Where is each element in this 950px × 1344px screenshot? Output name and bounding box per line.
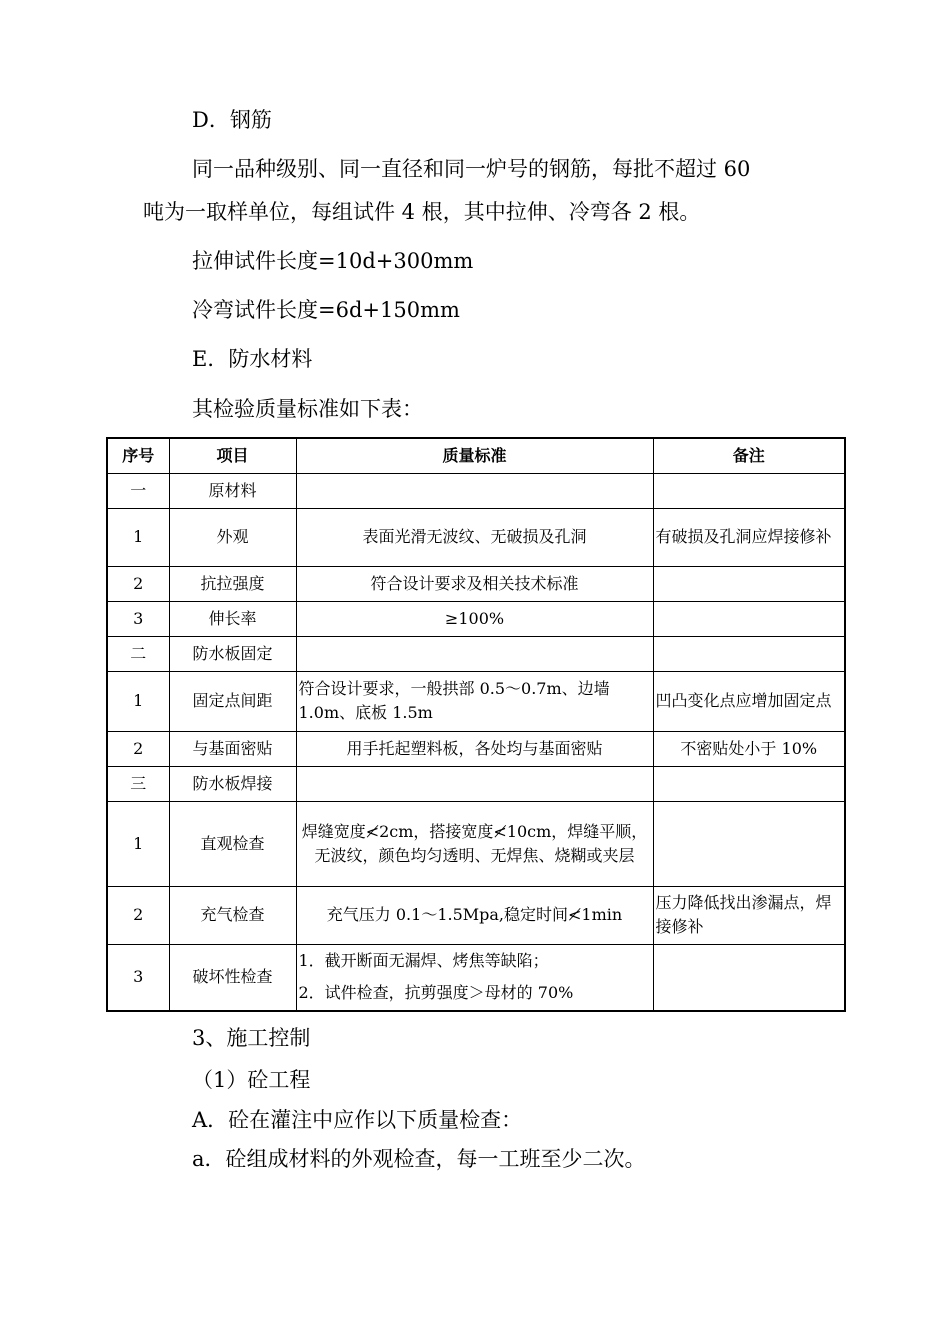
cell-note [653,566,845,601]
table-row [107,944,845,1011]
cell-no: 二 [107,636,169,671]
heading-waterproof: E．防水材料 [192,347,313,371]
heading-construction-control: 3、施工控制 [192,1026,311,1050]
heading-steel: D．钢筋 [192,108,272,132]
cell-note: 凹凸变化点应增加固定点 [653,671,845,731]
cell-standard: 用手托起塑料板，各处均与基面密贴 [296,731,653,766]
cell-standard [296,636,653,671]
paragraph-table-intro: 其检验质量标准如下表： [192,397,423,421]
cell-no: 3 [107,601,169,636]
paragraph-steel-sampling-line1: 同一品种级别、同一直径和同一炉号的钢筋，每批不超过 60 [192,157,751,181]
cell-note: 压力降低找出渗漏点，焊接修补 [653,886,845,944]
standard-line-2: 2．试件检查，抗剪强度＞母材的 70% [298,983,574,1003]
cell-no: 3 [107,944,169,1011]
paragraph-concrete-checks: A．砼在灌注中应作以下质量检查： [192,1108,523,1132]
cell-no: 1 [107,671,169,731]
cell-standard: 焊缝宽度≮2cm，搭接宽度≮10cm，焊缝平顺，无波纹，颜色均匀透明、无焊焦、烧糊或夹层 [296,801,653,886]
cell-standard [296,473,653,508]
heading-concrete-works: （1）砼工程 [192,1068,311,1092]
table-row [107,801,845,886]
header-no: 序号 [107,438,169,473]
cell-standard [296,766,653,801]
cell-no: 一 [107,473,169,508]
cell-no: 2 [107,731,169,766]
cell-item: 直观检查 [169,801,296,886]
table-row [107,671,845,731]
header-standard: 质量标准 [296,438,653,473]
cell-item: 抗拉强度 [169,566,296,601]
cell-standard: ≥100% [296,601,653,636]
table-row [107,731,845,766]
table-row [107,766,845,801]
cell-note [653,636,845,671]
table-header-row [107,438,845,473]
cell-item: 破坏性检查 [169,944,296,1011]
cell-standard: 表面光滑无波纹、无破损及孔洞 [296,508,653,566]
cell-item: 与基面密贴 [169,731,296,766]
paragraph-tensile-length: 拉伸试件长度=10d+300mm [192,249,474,273]
cell-item: 外观 [169,508,296,566]
cell-note [653,944,845,1011]
paragraph-steel-sampling-line2: 吨为一取样单位，每组试件 4 根，其中拉伸、冷弯各 2 根。 [143,200,701,224]
header-item: 项目 [169,438,296,473]
cell-standard [296,944,653,1011]
table-row [107,886,845,944]
header-note: 备注 [653,438,845,473]
cell-no: 三 [107,766,169,801]
cell-item: 原材料 [169,473,296,508]
paragraph-bend-length: 冷弯试件长度=6d+150mm [192,298,460,322]
cell-no: 1 [107,508,169,566]
quality-standard-table [106,437,846,1012]
cell-note: 有破损及孔洞应焊接修补 [653,508,845,566]
table-row [107,508,845,566]
cell-no: 2 [107,566,169,601]
cell-note [653,766,845,801]
table-row [107,566,845,601]
cell-item: 固定点间距 [169,671,296,731]
cell-note [653,801,845,886]
cell-item: 充气检查 [169,886,296,944]
table-row [107,473,845,508]
cell-note [653,473,845,508]
cell-item: 伸长率 [169,601,296,636]
cell-note [653,601,845,636]
cell-item: 防水板固定 [169,636,296,671]
table-row [107,636,845,671]
cell-note: 不密贴处小于 10% [653,731,845,766]
cell-no: 2 [107,886,169,944]
standard-line-1: 1．截开断面无漏焊、烤焦等缺陷； [298,951,549,971]
table-row [107,601,845,636]
cell-no: 1 [107,801,169,886]
cell-standard: 符合设计要求及相关技术标准 [296,566,653,601]
cell-standard: 符合设计要求，一般拱部 0.5～0.7m、边墙 1.0m、底板 1.5m [296,671,653,731]
cell-item: 防水板焊接 [169,766,296,801]
paragraph-material-inspection: a．砼组成材料的外观检查，每一工班至少二次。 [192,1147,646,1171]
cell-standard: 充气压力 0.1～1.5Mpa,稳定时间≮1min [296,886,653,944]
